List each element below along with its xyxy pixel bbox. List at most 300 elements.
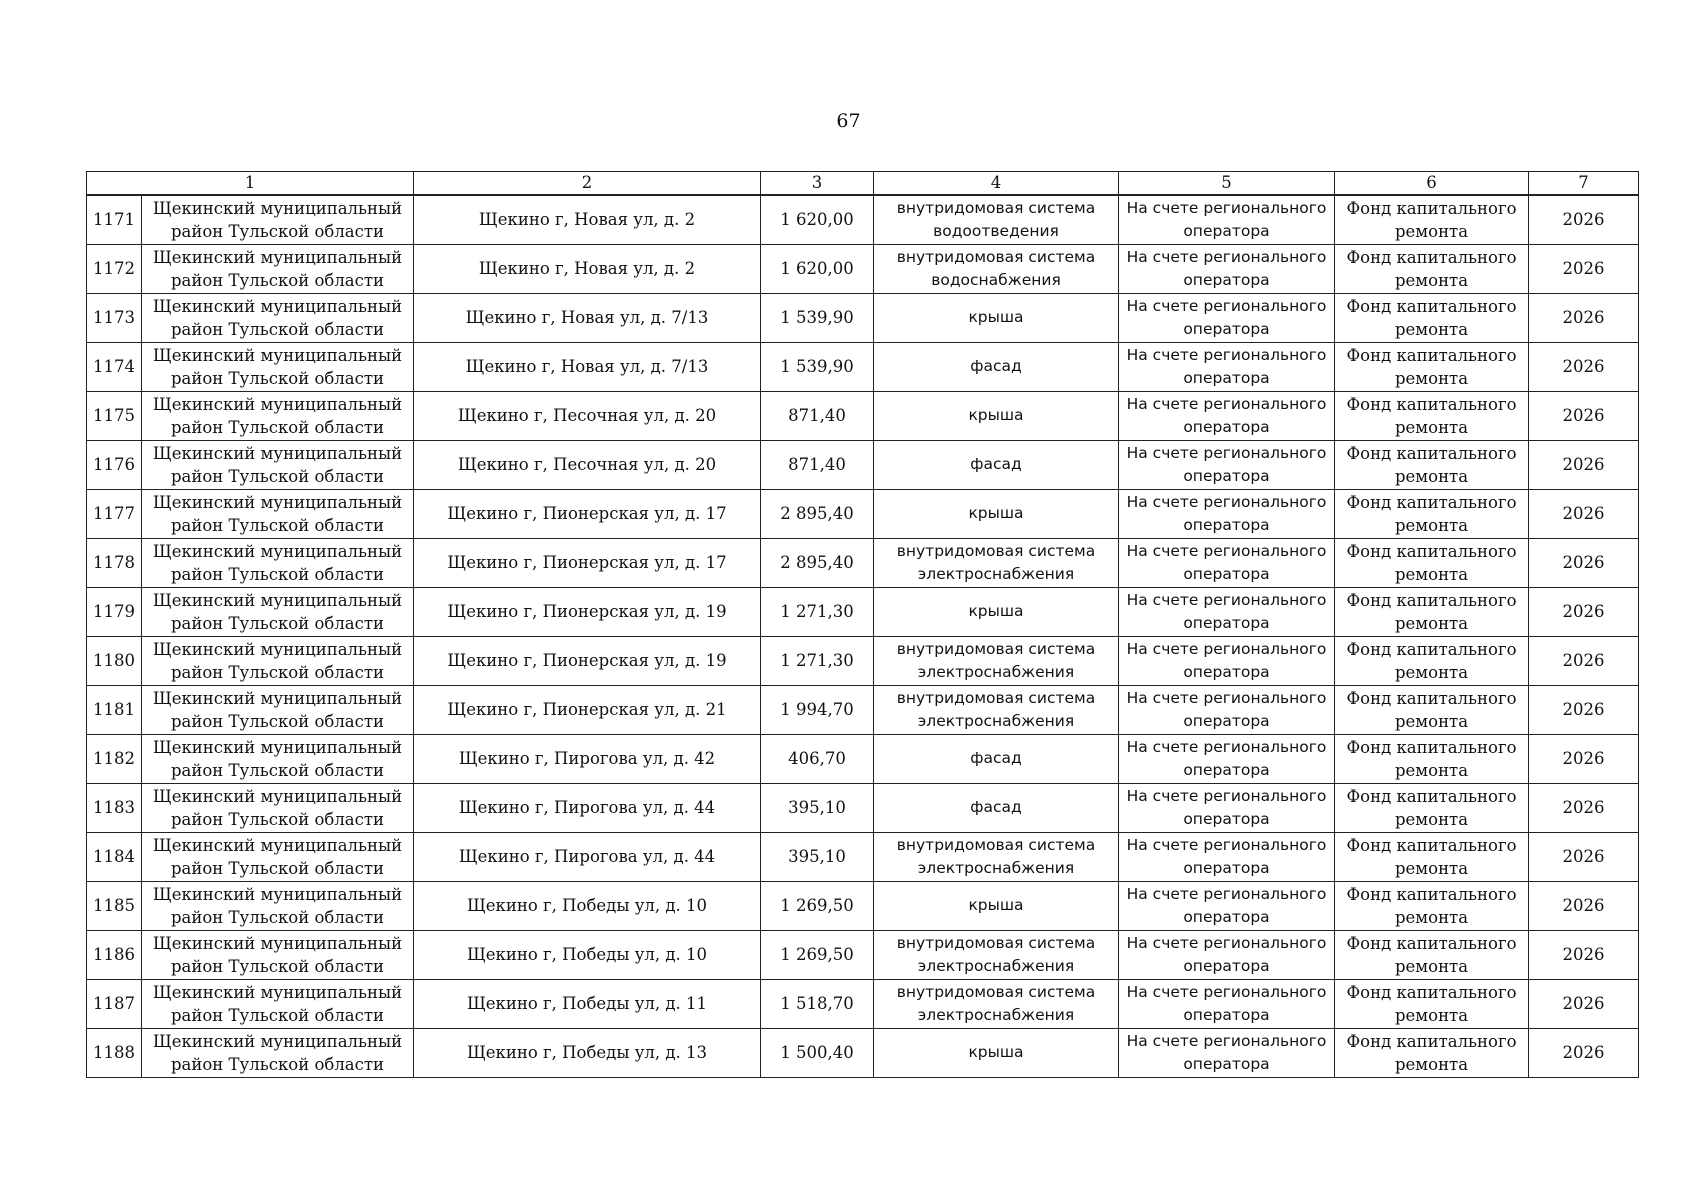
account-cell-line: оператора	[1183, 956, 1270, 975]
funding-source-cell-line: ремонта	[1394, 564, 1469, 584]
table-row	[87, 440, 1639, 489]
area-cell: 2 895,40	[761, 538, 874, 587]
work-type-cell-line: электроснабжения	[917, 662, 1075, 681]
row-number: 1173	[87, 293, 142, 342]
municipality-cell-line: Щекинский муниципальный	[152, 345, 403, 365]
account-cell	[1119, 685, 1335, 734]
funding-source-cell	[1335, 832, 1529, 881]
work-type-cell-line: электроснабжения	[917, 1005, 1075, 1024]
work-type-cell	[874, 293, 1119, 342]
account-cell	[1119, 244, 1335, 293]
address-cell: Щекино г, Пирогова ул, д. 42	[414, 734, 761, 783]
area-cell: 1 620,00	[761, 244, 874, 293]
year-cell: 2026	[1529, 1028, 1639, 1077]
municipality-cell-line: Щекинский муниципальный	[152, 1031, 403, 1051]
account-cell-line: оператора	[1183, 417, 1270, 436]
municipality-cell	[142, 832, 414, 881]
table-row	[87, 489, 1639, 538]
municipality-cell-line: Щекинский муниципальный	[152, 639, 403, 659]
address-cell: Щекино г, Новая ул, д. 2	[414, 244, 761, 293]
table-body	[87, 195, 1639, 1077]
account-cell-line: На счете регионального	[1126, 247, 1327, 266]
municipality-cell	[142, 195, 414, 244]
funding-source-cell-line: Фонд капитального	[1346, 835, 1517, 855]
table-row	[87, 293, 1639, 342]
funding-source-cell-line: Фонд капитального	[1346, 639, 1517, 659]
funding-source-cell-line: ремонта	[1394, 221, 1469, 241]
year-cell: 2026	[1529, 979, 1639, 1028]
municipality-cell-line: Щекинский муниципальный	[152, 835, 403, 855]
municipality-cell-line: район Тульской области	[170, 368, 385, 388]
funding-source-cell	[1335, 881, 1529, 930]
account-cell-line: На счете регионального	[1126, 198, 1327, 217]
funding-source-cell-line: ремонта	[1394, 1005, 1469, 1025]
municipality-cell-line: Щекинский муниципальный	[152, 884, 403, 904]
funding-source-cell-line: Фонд капитального	[1346, 982, 1517, 1002]
municipality-cell	[142, 440, 414, 489]
work-type-cell-line: фасад	[970, 455, 1022, 473]
account-cell-line: оператора	[1183, 1005, 1270, 1024]
column-header-5: 5	[1119, 172, 1335, 196]
work-type-cell	[874, 489, 1119, 538]
address-cell: Щекино г, Пионерская ул, д. 19	[414, 587, 761, 636]
address-cell: Щекино г, Новая ул, д. 7/13	[414, 342, 761, 391]
row-number: 1178	[87, 538, 142, 587]
table-row	[87, 1028, 1639, 1077]
year-cell: 2026	[1529, 440, 1639, 489]
account-cell	[1119, 293, 1335, 342]
work-type-cell-line: крыша	[968, 308, 1024, 326]
address-cell: Щекино г, Пионерская ул, д. 19	[414, 636, 761, 685]
work-type-cell	[874, 538, 1119, 587]
work-type-cell	[874, 587, 1119, 636]
funding-source-cell-line: ремонта	[1394, 613, 1469, 633]
account-cell	[1119, 587, 1335, 636]
account-cell-line: оператора	[1183, 319, 1270, 338]
funding-source-cell	[1335, 587, 1529, 636]
area-cell: 1 539,90	[761, 293, 874, 342]
municipality-cell-line: район Тульской области	[170, 564, 385, 584]
page-number: 67	[836, 110, 861, 132]
municipality-cell	[142, 881, 414, 930]
work-type-cell-line: внутридомовая система	[896, 247, 1096, 266]
year-cell: 2026	[1529, 930, 1639, 979]
funding-source-cell-line: ремонта	[1394, 662, 1469, 682]
municipality-cell-line: Щекинский муниципальный	[152, 933, 403, 953]
area-cell: 1 518,70	[761, 979, 874, 1028]
work-type-cell	[874, 342, 1119, 391]
work-type-cell-line: крыша	[968, 406, 1024, 424]
funding-source-cell-line: ремонта	[1394, 711, 1469, 731]
municipality-cell-line: Щекинский муниципальный	[152, 737, 403, 757]
funding-source-cell-line: Фонд капитального	[1346, 443, 1517, 463]
account-cell	[1119, 342, 1335, 391]
municipality-cell-line: район Тульской области	[170, 809, 385, 829]
address-cell: Щекино г, Пирогова ул, д. 44	[414, 832, 761, 881]
municipality-cell-line: район Тульской области	[170, 711, 385, 731]
year-cell: 2026	[1529, 587, 1639, 636]
year-cell: 2026	[1529, 244, 1639, 293]
account-cell-line: На счете регионального	[1126, 541, 1327, 560]
work-type-cell-line: внутридомовая система	[896, 198, 1096, 217]
account-cell	[1119, 930, 1335, 979]
row-number: 1179	[87, 587, 142, 636]
work-type-cell-line: внутридомовая система	[896, 688, 1096, 707]
funding-source-cell-line: ремонта	[1394, 515, 1469, 535]
municipality-cell	[142, 538, 414, 587]
funding-source-cell	[1335, 783, 1529, 832]
area-cell: 406,70	[761, 734, 874, 783]
municipality-cell	[142, 1028, 414, 1077]
funding-source-cell-line: ремонта	[1394, 319, 1469, 339]
row-number: 1174	[87, 342, 142, 391]
funding-source-cell	[1335, 440, 1529, 489]
row-number: 1188	[87, 1028, 142, 1077]
area-cell: 395,10	[761, 832, 874, 881]
address-cell: Щекино г, Песочная ул, д. 20	[414, 391, 761, 440]
municipality-cell-line: Щекинский муниципальный	[152, 198, 403, 218]
funding-source-cell-line: ремонта	[1394, 907, 1469, 927]
work-type-cell	[874, 440, 1119, 489]
account-cell-line: оператора	[1183, 809, 1270, 828]
work-type-cell-line: электроснабжения	[917, 858, 1075, 877]
table-row	[87, 538, 1639, 587]
municipality-cell-line: район Тульской области	[170, 858, 385, 878]
area-cell: 1 994,70	[761, 685, 874, 734]
area-cell: 1 500,40	[761, 1028, 874, 1077]
municipality-cell	[142, 489, 414, 538]
account-cell-line: оператора	[1183, 711, 1270, 730]
municipality-cell	[142, 391, 414, 440]
account-cell-line: На счете регионального	[1126, 688, 1327, 707]
funding-source-cell-line: Фонд капитального	[1346, 688, 1517, 708]
work-type-cell	[874, 783, 1119, 832]
funding-source-cell-line: Фонд капитального	[1346, 541, 1517, 561]
address-cell: Щекино г, Победы ул, д. 13	[414, 1028, 761, 1077]
work-type-cell-line: крыша	[968, 896, 1024, 914]
column-header-1: 1	[87, 172, 414, 196]
table-row	[87, 881, 1639, 930]
work-type-cell-line: фасад	[970, 357, 1022, 375]
work-type-cell	[874, 1028, 1119, 1077]
account-cell-line: На счете регионального	[1126, 590, 1327, 609]
work-type-cell-line: электроснабжения	[917, 956, 1075, 975]
address-cell: Щекино г, Победы ул, д. 10	[414, 881, 761, 930]
year-cell: 2026	[1529, 391, 1639, 440]
funding-source-cell-line: Фонд капитального	[1346, 247, 1517, 267]
municipality-cell-line: район Тульской области	[170, 662, 385, 682]
year-cell: 2026	[1529, 636, 1639, 685]
row-number: 1176	[87, 440, 142, 489]
municipality-cell-line: район Тульской области	[170, 221, 385, 241]
funding-source-cell-line: Фонд капитального	[1346, 737, 1517, 757]
work-type-cell-line: внутридомовая система	[896, 541, 1096, 560]
row-number: 1185	[87, 881, 142, 930]
row-number: 1171	[87, 195, 142, 244]
account-cell-line: На счете регионального	[1126, 394, 1327, 413]
work-type-cell	[874, 881, 1119, 930]
account-cell-line: На счете регионального	[1126, 1031, 1327, 1050]
work-type-cell-line: фасад	[970, 749, 1022, 767]
funding-source-cell-line: Фонд капитального	[1346, 198, 1517, 218]
municipality-cell-line: район Тульской области	[170, 417, 385, 437]
table-row	[87, 391, 1639, 440]
table-header	[87, 172, 1639, 196]
account-cell-line: На счете регионального	[1126, 933, 1327, 952]
year-cell: 2026	[1529, 881, 1639, 930]
funding-source-cell	[1335, 342, 1529, 391]
area-cell: 871,40	[761, 391, 874, 440]
funding-source-cell-line: Фонд капитального	[1346, 492, 1517, 512]
address-cell: Щекино г, Пионерская ул, д. 17	[414, 538, 761, 587]
account-cell-line: оператора	[1183, 270, 1270, 289]
account-cell	[1119, 1028, 1335, 1077]
funding-source-cell	[1335, 979, 1529, 1028]
address-cell: Щекино г, Победы ул, д. 10	[414, 930, 761, 979]
account-cell	[1119, 881, 1335, 930]
column-header-7: 7	[1529, 172, 1639, 196]
address-cell: Щекино г, Победы ул, д. 11	[414, 979, 761, 1028]
row-number: 1181	[87, 685, 142, 734]
column-header-2: 2	[414, 172, 761, 196]
work-type-cell	[874, 979, 1119, 1028]
column-header-4: 4	[874, 172, 1119, 196]
account-cell-line: оператора	[1183, 613, 1270, 632]
funding-source-cell-line: ремонта	[1394, 1054, 1469, 1074]
municipality-cell-line: район Тульской области	[170, 319, 385, 339]
area-cell: 1 269,50	[761, 881, 874, 930]
funding-source-cell-line: Фонд капитального	[1346, 345, 1517, 365]
funding-source-cell-line: ремонта	[1394, 368, 1469, 388]
municipality-cell-line: район Тульской области	[170, 1054, 385, 1074]
area-cell: 871,40	[761, 440, 874, 489]
account-cell	[1119, 538, 1335, 587]
work-type-cell-line: внутридомовая система	[896, 835, 1096, 854]
row-number: 1177	[87, 489, 142, 538]
area-cell: 2 895,40	[761, 489, 874, 538]
work-type-cell	[874, 832, 1119, 881]
table-row	[87, 195, 1639, 244]
work-type-cell-line: крыша	[968, 504, 1024, 522]
funding-source-cell-line: ремонта	[1394, 760, 1469, 780]
row-number: 1186	[87, 930, 142, 979]
municipality-cell-line: Щекинский муниципальный	[152, 247, 403, 267]
municipality-cell-line: Щекинский муниципальный	[152, 394, 403, 414]
municipality-cell-line: район Тульской области	[170, 613, 385, 633]
municipality-cell-line: Щекинский муниципальный	[152, 443, 403, 463]
account-cell-line: На счете регионального	[1126, 296, 1327, 315]
funding-source-cell-line: Фонд капитального	[1346, 296, 1517, 316]
work-type-cell-line: водоотведения	[933, 221, 1059, 240]
funding-source-cell-line: ремонта	[1394, 956, 1469, 976]
year-cell: 2026	[1529, 489, 1639, 538]
work-type-cell-line: внутридомовая система	[896, 982, 1096, 1001]
area-cell: 1 271,30	[761, 636, 874, 685]
account-cell-line: На счете регионального	[1126, 345, 1327, 364]
row-number: 1184	[87, 832, 142, 881]
column-header-6: 6	[1335, 172, 1529, 196]
row-number: 1187	[87, 979, 142, 1028]
account-cell-line: оператора	[1183, 662, 1270, 681]
address-cell: Щекино г, Пирогова ул, д. 44	[414, 783, 761, 832]
funding-source-cell	[1335, 636, 1529, 685]
funding-source-cell	[1335, 391, 1529, 440]
area-cell: 395,10	[761, 783, 874, 832]
account-cell-line: На счете регионального	[1126, 737, 1327, 756]
row-number: 1172	[87, 244, 142, 293]
account-cell-line: На счете регионального	[1126, 884, 1327, 903]
account-cell-line: На счете регионального	[1126, 786, 1327, 805]
account-cell-line: оператора	[1183, 368, 1270, 387]
funding-source-cell-line: ремонта	[1394, 270, 1469, 290]
work-type-cell-line: крыша	[968, 1043, 1024, 1061]
account-cell-line: На счете регионального	[1126, 639, 1327, 658]
municipality-cell-line: Щекинский муниципальный	[152, 786, 403, 806]
municipality-cell	[142, 342, 414, 391]
funding-source-cell	[1335, 1028, 1529, 1077]
year-cell: 2026	[1529, 734, 1639, 783]
account-cell-line: оператора	[1183, 1054, 1270, 1073]
account-cell	[1119, 489, 1335, 538]
account-cell-line: оператора	[1183, 858, 1270, 877]
table-row	[87, 979, 1639, 1028]
municipality-cell-line: район Тульской области	[170, 515, 385, 535]
account-cell-line: На счете регионального	[1126, 443, 1327, 462]
funding-source-cell-line: Фонд капитального	[1346, 1031, 1517, 1051]
account-cell-line: оператора	[1183, 515, 1270, 534]
municipality-cell	[142, 636, 414, 685]
account-cell	[1119, 391, 1335, 440]
municipality-cell	[142, 734, 414, 783]
municipality-cell-line: район Тульской области	[170, 956, 385, 976]
address-cell: Щекино г, Песочная ул, д. 20	[414, 440, 761, 489]
work-type-cell-line: водоснабжения	[931, 270, 1061, 289]
account-cell	[1119, 979, 1335, 1028]
table-row	[87, 783, 1639, 832]
funding-source-cell	[1335, 489, 1529, 538]
funding-source-cell-line: Фонд капитального	[1346, 394, 1517, 414]
account-cell	[1119, 636, 1335, 685]
row-number: 1180	[87, 636, 142, 685]
funding-source-cell-line: Фонд капитального	[1346, 786, 1517, 806]
year-cell: 2026	[1529, 685, 1639, 734]
work-type-cell	[874, 734, 1119, 783]
municipality-cell	[142, 930, 414, 979]
funding-source-cell-line: ремонта	[1394, 417, 1469, 437]
municipality-cell-line: Щекинский муниципальный	[152, 296, 403, 316]
column-header-3: 3	[761, 172, 874, 196]
municipality-cell-line: район Тульской области	[170, 907, 385, 927]
row-number: 1182	[87, 734, 142, 783]
work-type-cell	[874, 391, 1119, 440]
area-cell: 1 271,30	[761, 587, 874, 636]
area-cell: 1 269,50	[761, 930, 874, 979]
funding-source-cell	[1335, 244, 1529, 293]
address-cell: Щекино г, Пионерская ул, д. 17	[414, 489, 761, 538]
work-type-cell-line: электроснабжения	[917, 564, 1075, 583]
funding-source-cell	[1335, 538, 1529, 587]
capital-repair-table	[86, 171, 1639, 1078]
municipality-cell-line: Щекинский муниципальный	[152, 541, 403, 561]
work-type-cell-line: электроснабжения	[917, 711, 1075, 730]
municipality-cell-line: район Тульской области	[170, 466, 385, 486]
municipality-cell-line: Щекинский муниципальный	[152, 982, 403, 1002]
work-type-cell-line: внутридомовая система	[896, 933, 1096, 952]
row-number: 1175	[87, 391, 142, 440]
work-type-cell	[874, 244, 1119, 293]
municipality-cell-line: Щекинский муниципальный	[152, 688, 403, 708]
table-row	[87, 685, 1639, 734]
municipality-cell-line: район Тульской области	[170, 270, 385, 290]
table-row	[87, 734, 1639, 783]
account-cell-line: оператора	[1183, 907, 1270, 926]
municipality-cell-line: район Тульской области	[170, 1005, 385, 1025]
area-cell: 1 620,00	[761, 195, 874, 244]
municipality-cell-line: Щекинский муниципальный	[152, 492, 403, 512]
account-cell-line: На счете регионального	[1126, 982, 1327, 1001]
year-cell: 2026	[1529, 783, 1639, 832]
year-cell: 2026	[1529, 342, 1639, 391]
table-row	[87, 244, 1639, 293]
account-cell-line: На счете регионального	[1126, 492, 1327, 511]
funding-source-cell-line: ремонта	[1394, 858, 1469, 878]
year-cell: 2026	[1529, 832, 1639, 881]
account-cell	[1119, 832, 1335, 881]
area-cell: 1 539,90	[761, 342, 874, 391]
work-type-cell-line: крыша	[968, 602, 1024, 620]
table-row	[87, 587, 1639, 636]
municipality-cell	[142, 293, 414, 342]
funding-source-cell	[1335, 685, 1529, 734]
account-cell-line: оператора	[1183, 760, 1270, 779]
funding-source-cell-line: Фонд капитального	[1346, 933, 1517, 953]
account-cell	[1119, 783, 1335, 832]
row-number: 1183	[87, 783, 142, 832]
account-cell-line: На счете регионального	[1126, 835, 1327, 854]
column-number-row	[87, 172, 1639, 196]
funding-source-cell-line: ремонта	[1394, 809, 1469, 829]
municipality-cell-line: район Тульской области	[170, 760, 385, 780]
funding-source-cell	[1335, 734, 1529, 783]
funding-source-cell-line: ремонта	[1394, 466, 1469, 486]
address-cell: Щекино г, Новая ул, д. 2	[414, 195, 761, 244]
table-row	[87, 342, 1639, 391]
municipality-cell	[142, 783, 414, 832]
municipality-cell	[142, 685, 414, 734]
address-cell: Щекино г, Пионерская ул, д. 21	[414, 685, 761, 734]
year-cell: 2026	[1529, 538, 1639, 587]
account-cell	[1119, 734, 1335, 783]
funding-source-cell	[1335, 930, 1529, 979]
funding-source-cell	[1335, 195, 1529, 244]
work-type-cell	[874, 930, 1119, 979]
funding-source-cell-line: Фонд капитального	[1346, 590, 1517, 610]
work-type-cell-line: фасад	[970, 798, 1022, 816]
work-type-cell-line: внутридомовая система	[896, 639, 1096, 658]
table-row	[87, 930, 1639, 979]
work-type-cell	[874, 195, 1119, 244]
account-cell	[1119, 195, 1335, 244]
work-type-cell	[874, 685, 1119, 734]
municipality-cell	[142, 244, 414, 293]
funding-source-cell-line: Фонд капитального	[1346, 884, 1517, 904]
year-cell: 2026	[1529, 293, 1639, 342]
account-cell-line: оператора	[1183, 221, 1270, 240]
table-row	[87, 636, 1639, 685]
address-cell: Щекино г, Новая ул, д. 7/13	[414, 293, 761, 342]
account-cell-line: оператора	[1183, 466, 1270, 485]
table-row	[87, 832, 1639, 881]
